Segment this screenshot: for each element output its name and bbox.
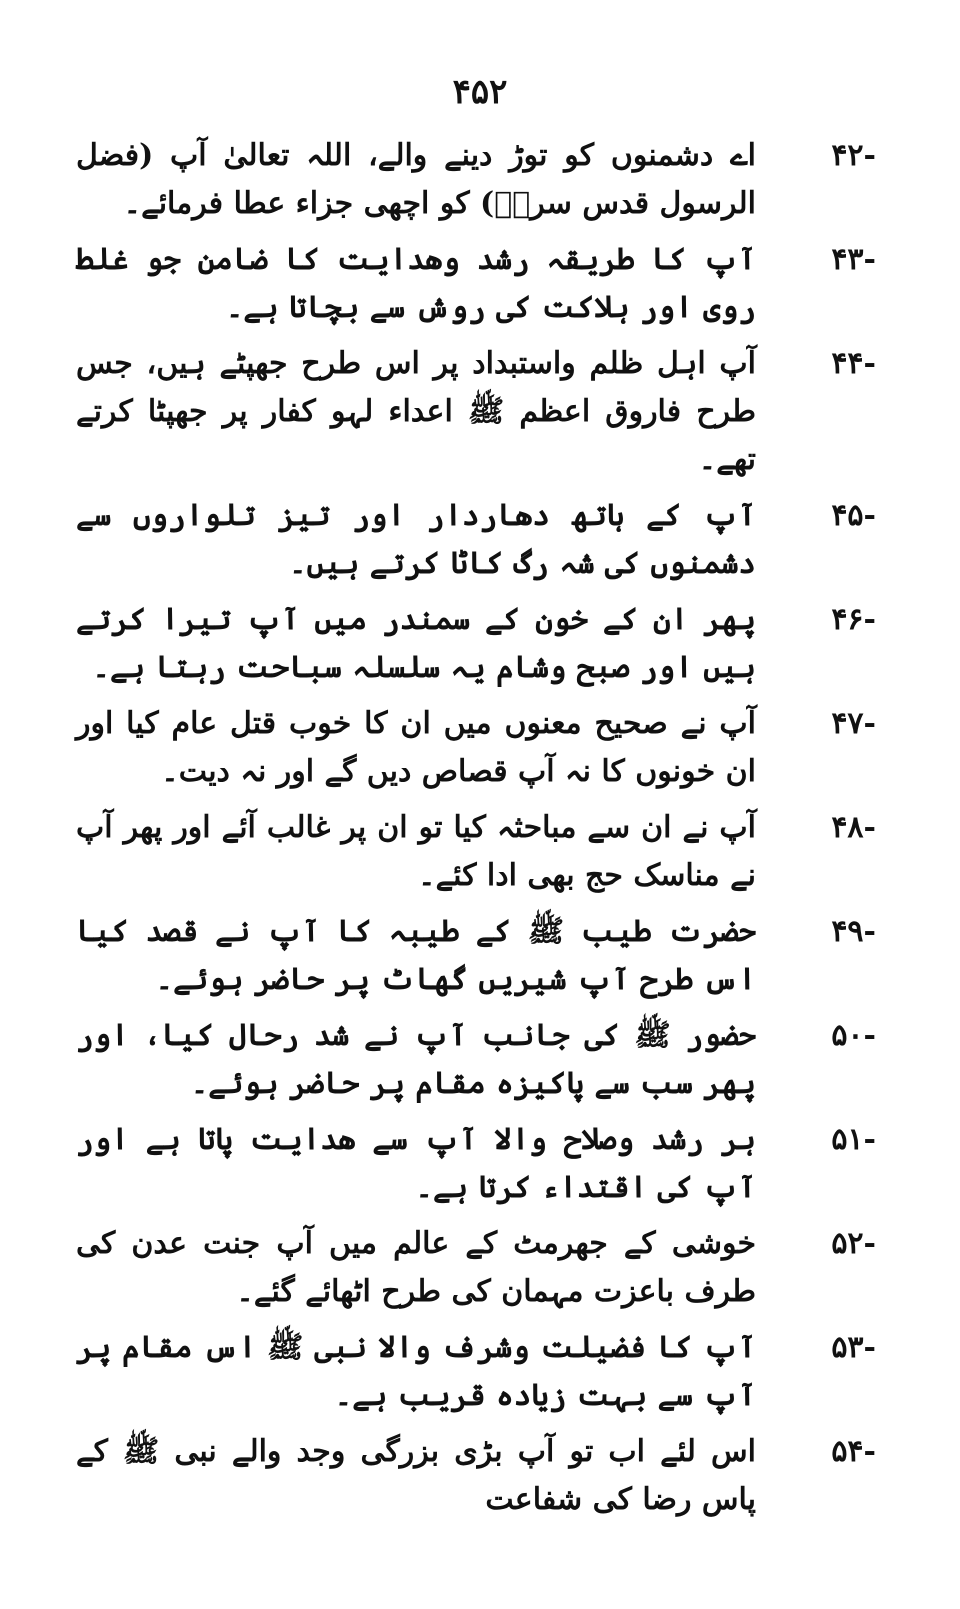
entry-number: -۴۴ bbox=[831, 346, 876, 381]
list-item bbox=[76, 132, 876, 228]
entry-number: -۴۸ bbox=[831, 810, 876, 845]
entry-number: -۴۳ bbox=[831, 242, 876, 277]
entry-number: -۵۱ bbox=[831, 1122, 876, 1157]
entry-text: حضرت طیب ﷺ کے طیبہ کا آپ نے قصد کیا اس طرح آپ شیریں گھاٹ پر حاضر ہوئے۔ bbox=[76, 914, 756, 997]
page-number: ۴۵۲ bbox=[452, 72, 508, 112]
list-item bbox=[76, 492, 876, 588]
list-item bbox=[76, 596, 876, 692]
entry-text: اے دشمنوں کو توڑ دینے والے، اللہ تعالیٰ آپ (فضل الرسول قدس سرہٗ) کو اچھی جزاء عطا فرمائے۔ bbox=[76, 138, 756, 221]
entry-number: -۴۶ bbox=[831, 602, 876, 637]
entry-text: حضور ﷺ کی جانب آپ نے شد رحال کیا، اور پھر سب سے پاکیزہ مقام پر حاضر ہوئے۔ bbox=[76, 1018, 756, 1101]
entry-number: -۴۹ bbox=[831, 914, 876, 949]
list-item bbox=[76, 1012, 876, 1108]
entry-text: آپ نے ان سے مباحثہ کیا تو ان پر غالب آئے اور پھر آپ نے مناسک حج بھی ادا کئے۔ bbox=[76, 810, 756, 893]
entry-text: خوشی کے جھرمٹ کے عالم میں آپ جنت عدن کی طرف باعزت مہمان کی طرح اٹھائے گئے۔ bbox=[76, 1226, 757, 1309]
list-item bbox=[76, 1324, 876, 1420]
entry-text: آپ اہل ظلم واستبداد پر اس طرح جھپٹے ہیں، جس طرح فاروق اعظم ﷺ اعداء لہو کفار پر جھپٹا کرتے تھے۔ bbox=[76, 346, 756, 477]
list-item bbox=[76, 804, 876, 900]
list-item bbox=[76, 340, 876, 484]
entry-number: -۴۷ bbox=[831, 706, 876, 741]
entry-number: -۵۲ bbox=[831, 1226, 876, 1261]
entry-list bbox=[76, 132, 876, 1532]
entry-number: -۵۰ bbox=[831, 1018, 876, 1053]
list-item bbox=[76, 1116, 876, 1212]
list-item bbox=[76, 1428, 876, 1524]
entry-text: آپ کا طریقہ رشد وھدایت کا ضامن جو غلط روی اور ہلاکت کی روش سے بچاتا ہے۔ bbox=[76, 242, 756, 325]
entry-number: -۴۵ bbox=[831, 498, 876, 533]
entry-text: پھر ان کے خون کے سمندر میں آپ تیرا کرتے ہیں اور صبح وشام یہ سلسلہ سباحت رہتا ہے۔ bbox=[76, 602, 756, 685]
entry-text: آپ کا فضیلت وشرف والا نبی ﷺ اس مقام پر آپ سے بہت زیادہ قریب ہے۔ bbox=[76, 1330, 756, 1413]
entry-number: -۵۴ bbox=[831, 1434, 876, 1469]
entry-text: آپ کے ہاتھ دھاردار اور تیز تلواروں سے دشمنوں کی شہ رگ کاٹا کرتے ہیں۔ bbox=[76, 498, 756, 581]
list-item bbox=[76, 700, 876, 796]
entry-number: -۴۲ bbox=[831, 138, 876, 173]
list-item bbox=[76, 1220, 876, 1316]
entry-text: ہر رشد وصلاح والا آپ سے ھدایت پاتا ہے اور آپ کی اقتداء کرتا ہے۔ bbox=[76, 1122, 756, 1205]
entry-text: آپ نے صحیح معنوں میں ان کا خوب قتل عام کیا اور ان خونوں کا نہ آپ قصاص دیں گے اور نہ دیت۔ bbox=[76, 706, 756, 789]
entry-number: -۵۳ bbox=[831, 1330, 876, 1365]
list-item bbox=[76, 908, 876, 1004]
list-item bbox=[76, 236, 876, 332]
entry-text: اس لئے اب تو آپ بڑی بزرگی وجد والے نبی ﷺ کے پاس رضا کی شفاعت bbox=[76, 1434, 756, 1517]
